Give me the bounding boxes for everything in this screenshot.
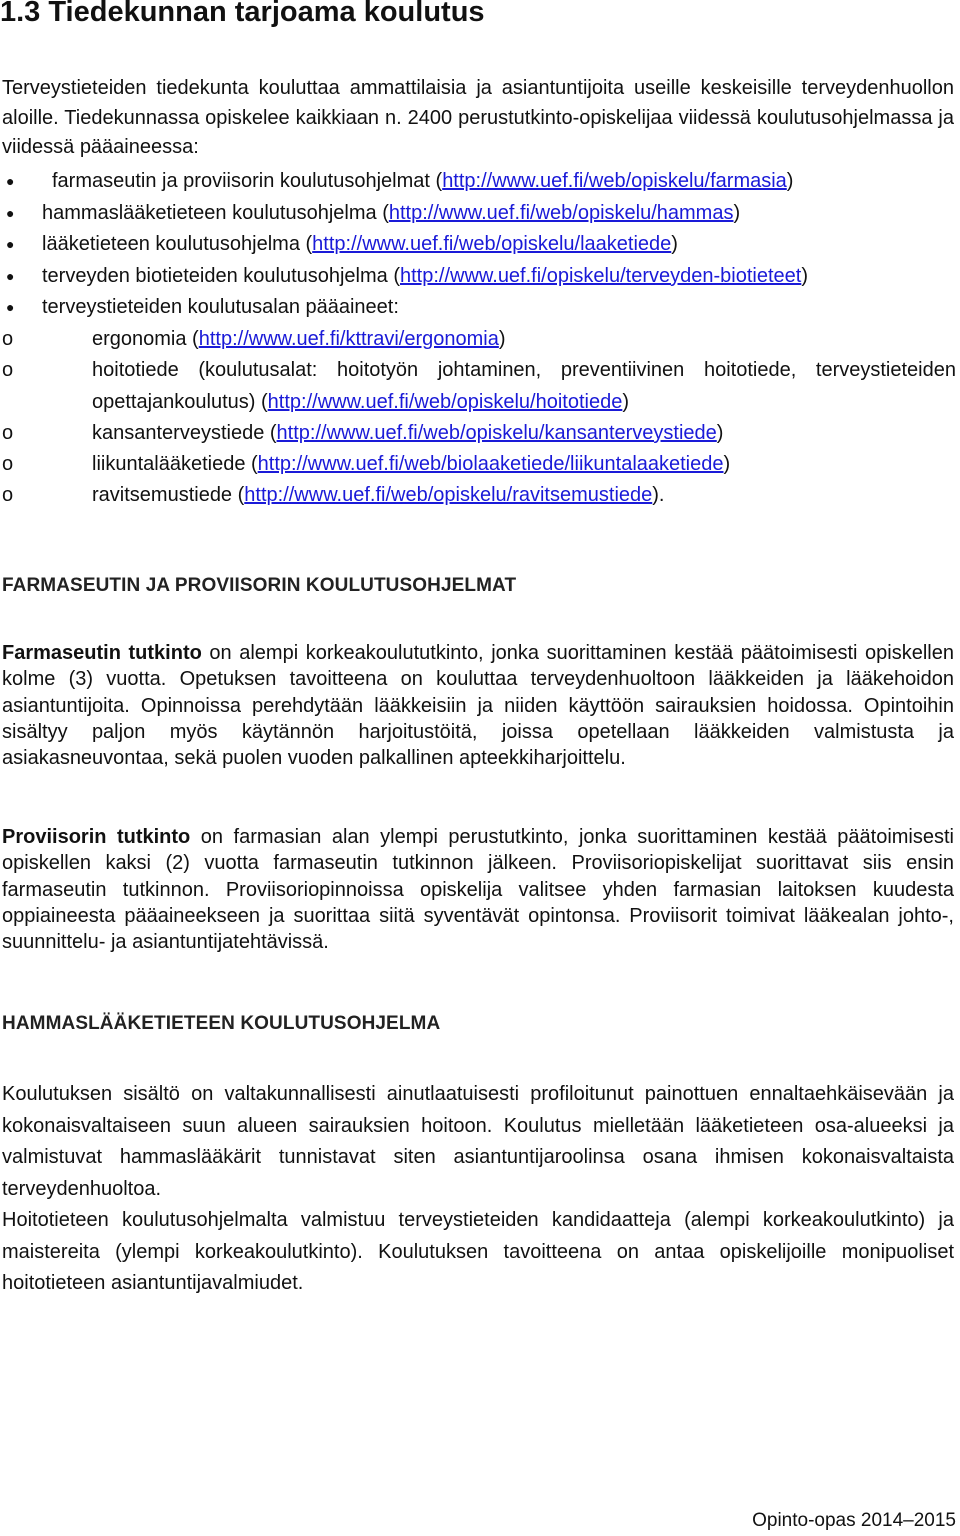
closing-paren: ) (801, 264, 808, 287)
major-link[interactable]: http://www.uef.fi/web/opiskelu/hoitotiede (267, 390, 623, 413)
closing-paren: ) (671, 233, 678, 255)
bullet-icon: ● (6, 299, 15, 315)
program-label: farmaseutin ja proviisorin koulutusohjelmat ( (52, 170, 443, 192)
major-link[interactable]: http://www.uef.fi/web/biolaaketiede/liikuntalaaketiede (257, 453, 724, 475)
intro-paragraph: Terveystieteiden tiedekunta kouluttaa ammattilaisia ja asiantuntijoita useille keskeisille terveydenhuollon aloille. Tiedekunnassa opiskelee kaikkiaan n. 2400 perustutkinto-opiskelijaa viidessä koulutusohjelmassa ja viidessä pääaineessa: (2, 77, 954, 158)
list-item (0, 261, 956, 293)
list-item (0, 355, 956, 418)
major-label: ergonomia ( (92, 327, 199, 350)
closing-paren: ). (652, 484, 665, 506)
majors-label: terveystieteiden koulutusalan pääaineet: (42, 296, 399, 318)
term-farmaseutin-tutkinto: Farmaseutin tutkinto (2, 642, 202, 664)
bullet-icon: ● (6, 204, 15, 221)
circle-bullet-icon: o (2, 484, 14, 506)
program-label: lääketieteen koulutusohjelma ( (42, 233, 313, 255)
section-title-hammas: HAMMASLÄÄKETIETEEN KOULUTUSOHJELMA (2, 1013, 441, 1034)
majors-list (0, 324, 956, 512)
major-label: hoitotiede (koulutusalat: hoitotyön johtaminen, preventiivinen hoitotiede, terveystieteiden opettajankoulutus) ( (92, 359, 956, 413)
list-item (0, 324, 956, 356)
list-item (0, 292, 956, 511)
closing-paren: ) (622, 390, 629, 413)
major-label: ravitsemustiede ( (92, 484, 245, 506)
term-proviisorin-tutkinto: Proviisorin tutkinto (2, 826, 191, 848)
program-link[interactable]: http://www.uef.fi/opiskelu/terveyden-biotieteet (400, 264, 802, 287)
bullet-icon: ● (6, 267, 15, 284)
list-item (0, 449, 956, 480)
circle-bullet-icon: o (2, 359, 14, 381)
program-label: terveyden biotieteiden koulutusohjelma ( (42, 264, 400, 287)
paragraph-text: on alempi korkeakoulututkinto, jonka suorittaminen kestää päätoimisesti opiskellen kolme (3) vuotta. Opetuksen tavoitteena on kouluttaa terveydenhuoltoon lääkkeiden ja lääkehoidon asiantuntijoita. Opinnoissa perehdytään lääkkeisiin ja niiden käyttöön sairauksien hoidossa. Opintoihin sisältyy paljon myös käytännön harjoitustöitä, joissa opetellaan lääkkeiden valmistusta ja asiakasneuvontaa, sekä puolen vuoden palkallinen apteekkiharjoittelu. (2, 642, 954, 770)
closing-paren: ) (498, 327, 506, 350)
major-label: kansanterveystiede ( (92, 422, 277, 444)
bullet-icon: ● (6, 173, 15, 189)
page-footer: Opinto-opas 2014–2015 (752, 1510, 956, 1531)
closing-paren: ) (733, 201, 741, 224)
major-link[interactable]: http://www.uef.fi/web/opiskelu/kansanterveystiede (276, 422, 717, 444)
major-link[interactable]: http://www.uef.fi/kttravi/ergonomia (198, 327, 499, 350)
paragraph-text: on farmasian alan ylempi perustutkinto, jonka suorittaminen kestää päätoimisesti opiskellen kaksi (2) vuotta farmaseutin tutkinnon jälkeen. Proviisoriopiskelijat suorittavat siis ensin farmaseutin tutkinnon. Proviisoriopinnoissa opiskelija valitsee yhden farmasian laitoksen kuudesta oppiaineesta pääaineekseen ja suorittaa siitä syventävät opintonsa. Proviisorit toimivat lääkealan johto-, suunnittelu- ja asiantuntijatehtävissä. (2, 826, 954, 954)
program-label: hammaslääketieteen koulutusohjelma ( (42, 201, 389, 224)
list-item (0, 418, 956, 449)
list-item (0, 166, 956, 198)
list-item (0, 480, 956, 511)
paragraph-hammas-2: Hoitotieteen koulutusohjelmalta valmistuu terveystieteiden kandidaatteja (alempi korkeakoulutkinto) ja maistereita (ylempi korkeakoulutkinto). Koulutuksen tavoitteena on antaa opiskelijoille monipuoliset hoitotieteen asiantuntijavalmiudet. (2, 1209, 954, 1294)
paragraph-farmaseutti (2, 640, 954, 771)
closing-paren: ) (716, 422, 724, 444)
list-item (0, 229, 956, 261)
circle-bullet-icon: o (2, 327, 14, 350)
bullet-icon: ● (6, 236, 15, 252)
circle-bullet-icon: o (2, 453, 14, 475)
program-list (0, 166, 956, 511)
program-link[interactable]: http://www.uef.fi/web/opiskelu/laaketiede (312, 233, 672, 255)
closing-paren: ) (786, 170, 794, 192)
major-link[interactable]: http://www.uef.fi/web/opiskelu/ravitsemustiede (244, 484, 653, 506)
section-title-farmasia: FARMASEUTIN JA PROVIISORIN KOULUTUSOHJELMAT (2, 575, 517, 596)
paragraph-proviisori (2, 824, 954, 955)
page-heading: 1.3 Tiedekunnan tarjoama koulutus (0, 0, 485, 28)
paragraph-hammas-1: Koulutuksen sisältö on valtakunnallisesti ainutlaatuisesti profiloitunut painottuen ennaltaehkäisevään ja kokonaisvaltaiseen suun alueen sairauksien hoitoon. Koulutus mielletään lääketieteen osa-alueeksi ja valmistuvat hammaslääkärit tunnistavat siten asiantuntijaroolinsa osana ihmisen kokonaisvaltaista terveydenhuoltoa. (2, 1083, 954, 1200)
program-link[interactable]: http://www.uef.fi/web/opiskelu/farmasia (442, 170, 787, 192)
major-label: liikuntalääketiede ( (92, 453, 258, 475)
circle-bullet-icon: o (2, 422, 14, 444)
program-link[interactable]: http://www.uef.fi/web/opiskelu/hammas (388, 201, 734, 224)
list-item (0, 198, 956, 230)
closing-paren: ) (723, 453, 731, 475)
